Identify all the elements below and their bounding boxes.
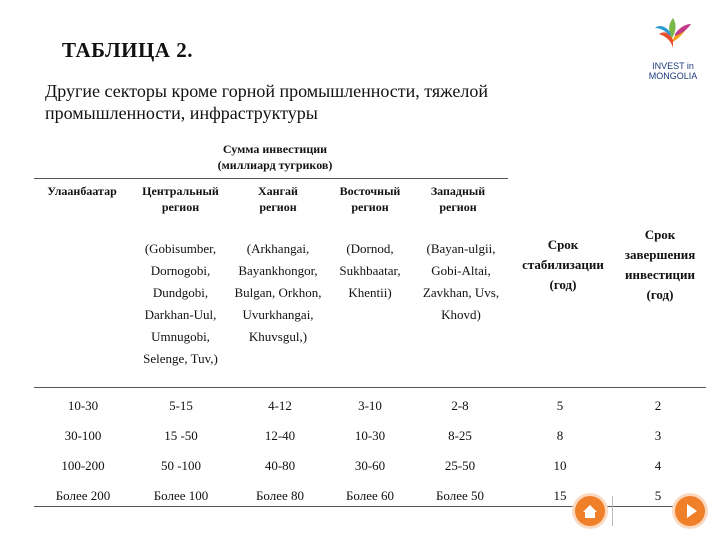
logo-text: INVEST in MONGOLIA	[648, 61, 698, 81]
home-icon	[575, 496, 605, 526]
stabilization-header: Срок стабилизации (год)	[522, 237, 604, 292]
bottom-divider	[34, 506, 706, 507]
column-header-ulaanbaatar: Улаанбаатар	[47, 184, 117, 198]
table-cell: 25-50	[444, 458, 476, 473]
next-button[interactable]	[675, 496, 705, 526]
table-cell: 5	[556, 398, 564, 413]
table-cell: Более 60	[345, 488, 395, 503]
khangai-regions-list: (Arkhangai, Bayankhongor, Bulgan, Orkhon, Uvurkhangai, Khuvsgul,)	[234, 241, 322, 344]
table-cell: 30-100	[64, 428, 102, 443]
table-cell: 3	[654, 428, 662, 443]
table-cell: 5	[654, 488, 662, 503]
table-cell: 2	[654, 398, 662, 413]
table-cell: Более 100	[153, 488, 209, 503]
column-header-central: Центральный регион	[142, 184, 219, 214]
table-cell: Более 80	[255, 488, 305, 503]
table-cell: 10	[553, 458, 567, 473]
table-cell: 8-25	[448, 428, 472, 443]
eastern-regions-list: (Dornod, Sukhbaatar, Khentii)	[339, 241, 401, 300]
western-regions-list: (Bayan-ulgii, Gobi-Altai, Zavkhan, Uvs, Khovd)	[422, 241, 500, 322]
invest-logo-icon	[653, 14, 693, 54]
table-cell: 3-10	[358, 398, 382, 413]
column-header-khangai: Хангай регион	[258, 184, 298, 214]
table-cell: 12-40	[264, 428, 296, 443]
slide-title: ТАБЛИЦА 2.	[62, 38, 193, 62]
nav-separator	[612, 496, 613, 526]
table-cell: 4-12	[268, 398, 292, 413]
home-button[interactable]	[575, 496, 605, 526]
table-cell: 4	[654, 458, 662, 473]
table-cell: 2-8	[451, 398, 469, 413]
table-cell: 5-15	[169, 398, 193, 413]
table-cell: 30-60	[354, 458, 386, 473]
table-cell: Более 200	[55, 488, 111, 503]
table-cell: 15	[553, 488, 567, 503]
table-cell: 10-30	[67, 398, 99, 413]
central-regions-list: (Gobisumber, Dornogobi, Dundgobi, Darkhan-Uul, Umnugobi, Selenge, Tuv,)	[143, 241, 218, 366]
header-divider	[34, 178, 508, 179]
table-cell: 100-200	[61, 458, 105, 473]
table-cell: Более 50	[435, 488, 485, 503]
table-cell: 15 -50	[164, 428, 198, 443]
investment-header: Сумма инвестиции (миллиард тугриков)	[217, 142, 333, 172]
table-cell: 10-30	[354, 428, 386, 443]
body-divider	[34, 387, 706, 388]
column-header-western: Западный регион	[430, 184, 486, 214]
invest-logo	[640, 14, 706, 94]
table-cell: 50 -100	[160, 458, 202, 473]
slide-subtitle: Другие секторы кроме горной промышленности, тяжелой промышленности, инфраструктуры	[45, 81, 488, 123]
table-cell: 40-80	[264, 458, 296, 473]
table-cell: 8	[556, 428, 564, 443]
completion-header: Срок завершения инвестиции (год)	[624, 227, 696, 302]
column-header-eastern: Восточный регион	[339, 184, 401, 214]
play-icon	[675, 496, 705, 526]
